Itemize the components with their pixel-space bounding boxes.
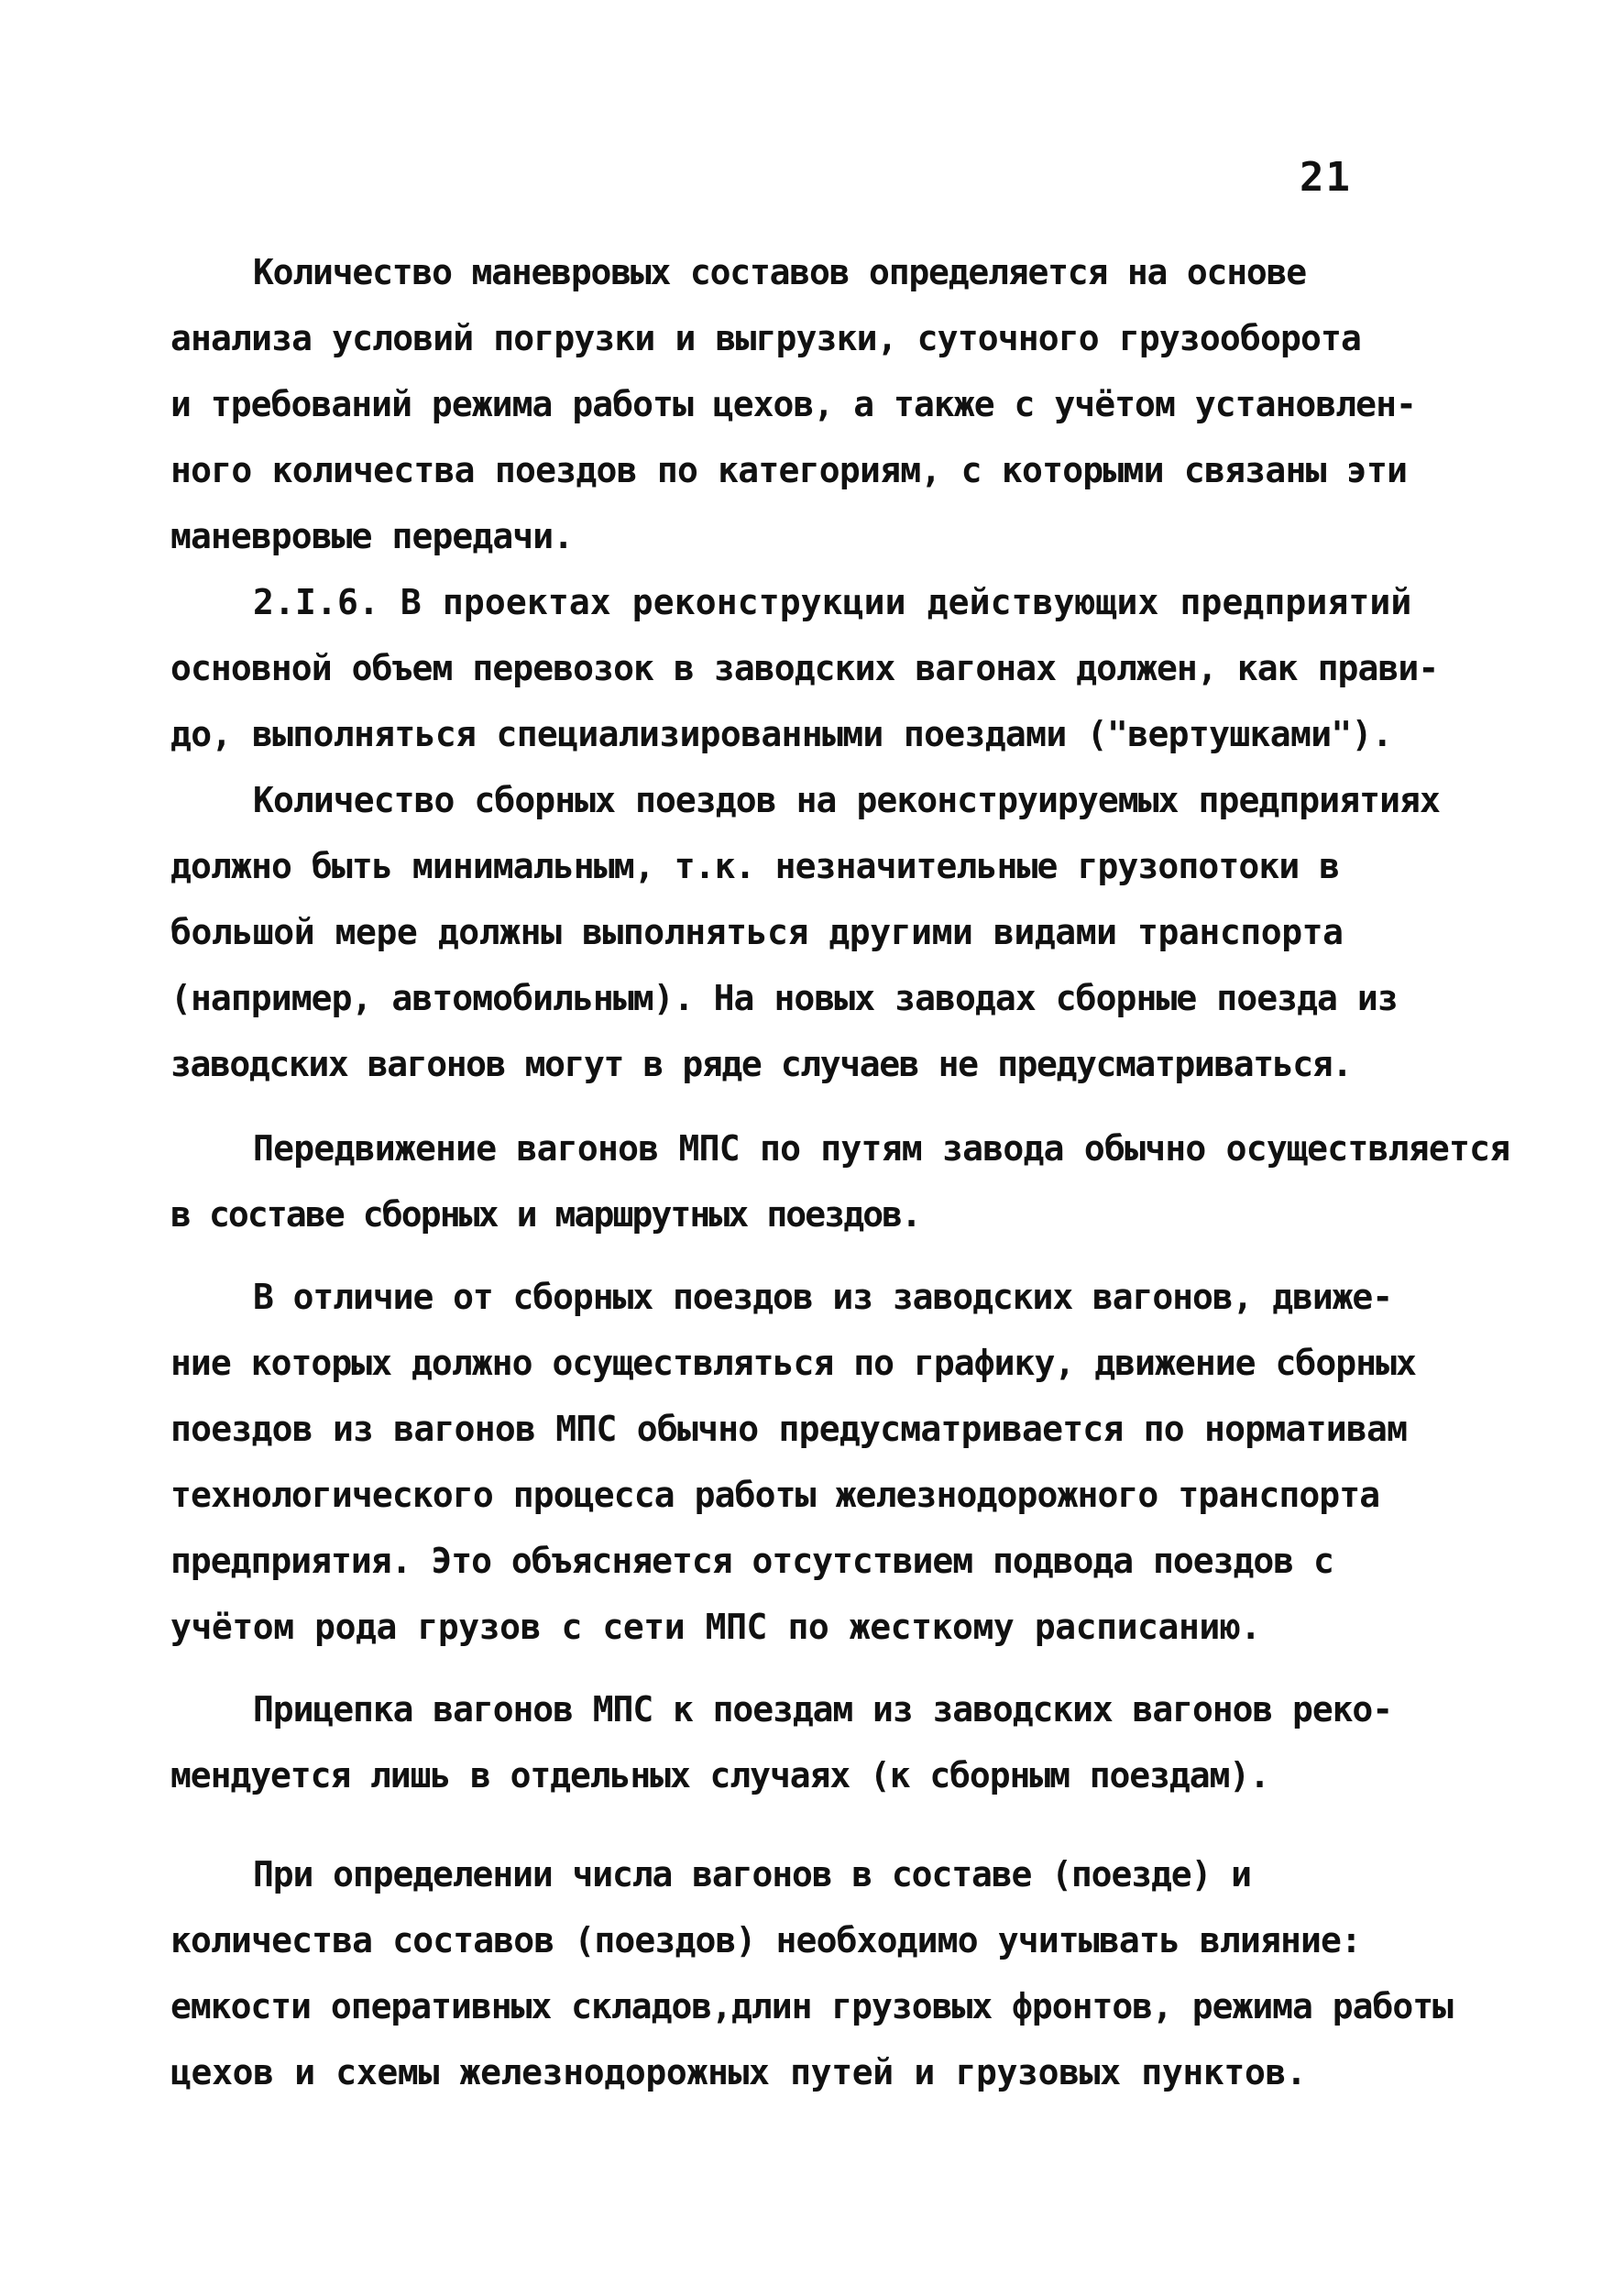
text-line: Количество маневровых составов определяется на основе (253, 252, 1306, 292)
text-line: до, выполняться специализированными поездами ("вертушками"). (170, 714, 1393, 754)
text-line: маневровые передачи. (170, 516, 574, 556)
text-line: должно быть минимальным, т.к. незначительные грузопотоки в (170, 846, 1340, 886)
text-line: основной объем перевозок в заводских вагонах должен, как прави- (170, 648, 1439, 688)
text-line: емкости оперативных складов,длин грузовых фронтов, режима работы (170, 1986, 1453, 2026)
text-line: предприятия. Это объясняется отсутствием подвода поездов с (170, 1541, 1333, 1581)
text-line: ного количества поездов по категориям, с которыми связаны эти (170, 450, 1408, 490)
text-line: количества составов (поездов) необходимо учитывать влияние: (170, 1920, 1362, 1960)
text-line: (например, автомобильным). На новых заводах сборные поезда из (170, 978, 1398, 1018)
text-line: 2.I.6. В проектах реконструкции действующих предприятий (253, 582, 1412, 622)
text-line: При определении числа вагонов в составе (поезде) и (253, 1854, 1251, 1894)
text-line: большой мере должны выполняться другими видами транспорта (170, 912, 1344, 952)
text-line: Количество сборных поездов на реконструируемых предприятиях (253, 780, 1440, 820)
text-line: учётом рода грузов с сети МПС по жесткому расписанию. (170, 1607, 1261, 1647)
text-line: заводских вагонов могут в ряде случаев не предусматриваться. (170, 1044, 1352, 1084)
text-line: цехов и схемы железнодорожных путей и грузовых пунктов. (170, 2052, 1307, 2092)
text-line: Прицепка вагонов МПС к поездам из заводских вагонов реко- (253, 1689, 1393, 1729)
text-line: поездов из вагонов МПС обычно предусматривается по нормативам (170, 1409, 1408, 1449)
text-line: в составе сборных и маршрутных поездов. (170, 1194, 921, 1235)
text-line: Передвижение вагонов МПС по путям завода обычно осуществляется (253, 1128, 1510, 1169)
text-line: ние которых должно осуществляться по графику, движение сборных (170, 1343, 1416, 1383)
text-line: В отличие от сборных поездов из заводских вагонов, движе- (253, 1277, 1393, 1317)
page-number: 21 (1300, 154, 1352, 201)
text-line: и требований режима работы цехов, а также с учётом установлен- (170, 384, 1416, 424)
text-line: технологического процесса работы железнодорожного транспорта (170, 1475, 1380, 1515)
text-line: анализа условий погрузки и выгрузки, суточного грузооборота (170, 318, 1362, 358)
text-line: мендуется лишь в отдельных случаях (к сборным поездам). (170, 1755, 1269, 1795)
